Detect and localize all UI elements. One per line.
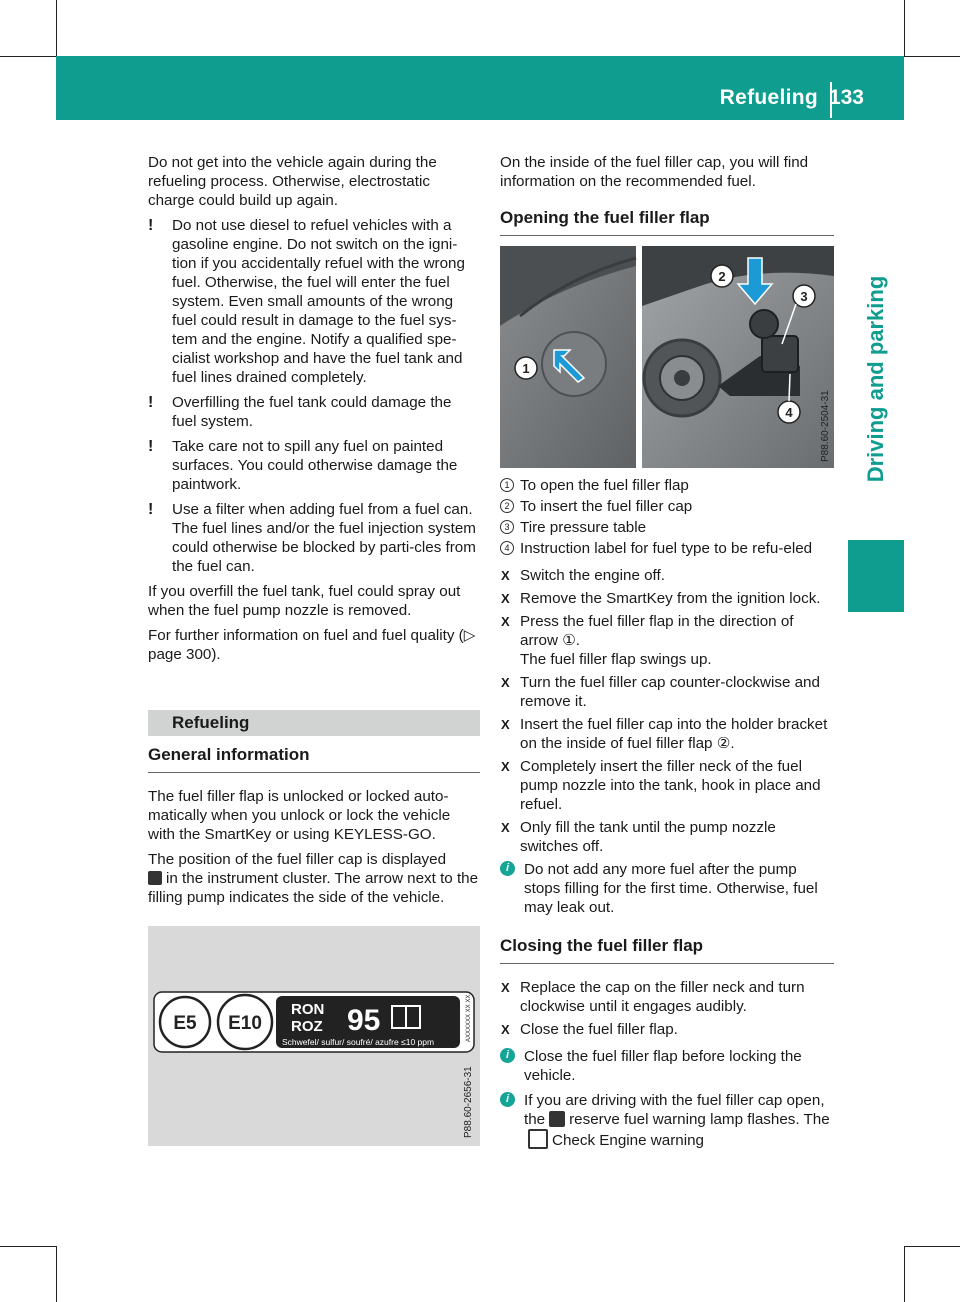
check-engine-icon (528, 1129, 548, 1149)
step-arrow-icon: X (501, 614, 510, 629)
crop-mark (904, 56, 960, 57)
legend-text: Tire pressure table (520, 519, 647, 536)
info-text: Close the fuel filler flap before locking the vehicle. (524, 1048, 802, 1084)
info-icon: i (500, 861, 515, 876)
warning-icon: ! (148, 438, 154, 455)
crop-mark (56, 0, 57, 56)
info-text: If you are driving with the fuel filler cap open, the (524, 1092, 825, 1128)
step-text: Press the fuel filler flap in the direction of arrow ①. The fuel filler flap swings up. (520, 613, 794, 668)
page-header (56, 56, 904, 120)
legend-item (500, 476, 834, 495)
warning-item (148, 500, 480, 576)
step-text: Replace the cap on the filler neck and turn clockwise until it engages audibly. (520, 979, 805, 1015)
general-info-heading: General information (148, 744, 480, 773)
label-sulfur: Schwefel/ sulfur/ soufré/ azufre ≤10 ppm (282, 1037, 435, 1047)
step-item (500, 818, 834, 856)
section-title: Refueling (148, 710, 480, 736)
step-text: Insert the fuel filler cap into the holder bracket on the inside of fuel filler flap ②. (520, 716, 828, 752)
step-text: Turn the fuel filler cap counter-clockwise and remove it. (520, 674, 820, 710)
info-text: reserve fuel warning lamp flashes. The (569, 1111, 830, 1128)
fuel-label-figure (148, 926, 480, 1146)
fuel-label-illustration (148, 926, 480, 1146)
side-tab-label: Driving and parking (863, 275, 888, 483)
intro-paragraph: Do not get into the vehicle again during the refueling process. Otherwise, electrostatic charge could build up again. (148, 154, 437, 209)
legend-item (500, 518, 834, 537)
intro-paragraph: On the inside of the fuel filler cap, you will find information on the recommended fuel. (500, 154, 809, 190)
step-arrow-icon: X (501, 591, 510, 606)
step-item (500, 566, 834, 585)
further-info-link[interactable]: For further information on fuel and fuel quality (▷ page 300). (148, 627, 476, 663)
figure-id: P88.60-2504-31 (820, 390, 831, 462)
right-column-continued (500, 476, 834, 1156)
legend-item (500, 497, 834, 516)
crop-mark (904, 1246, 960, 1247)
warning-item (148, 437, 480, 494)
warning-text: Overfilling the fuel tank could damage the fuel system. (172, 394, 452, 430)
legend-number-1: 1 (500, 478, 514, 492)
step-item (500, 612, 834, 669)
warning-text: Use a filter when adding fuel from a fuel can. The fuel lines and/or the fuel injection system could otherwise be blocked by parti-cles from the fuel can. (172, 501, 476, 575)
legend-text: Instruction label for fuel type to be refu-eled (520, 540, 813, 557)
warning-icon: ! (148, 394, 154, 411)
fuel-flap-figure (500, 246, 834, 468)
info-note (500, 860, 834, 917)
general-paragraph-2 (148, 850, 480, 907)
info-note (500, 1091, 834, 1150)
step-text: Only fill the tank until the pump nozzle switches off. (520, 819, 776, 855)
warning-text: Take care not to spill any fuel on painted surfaces. You could otherwise damage the paintwork. (172, 438, 458, 493)
general-paragraph-2a: The position of the fuel filler cap is displayed (148, 851, 447, 868)
overfill-paragraph: If you overfill the fuel tank, fuel could spray out when the fuel pump nozzle is removed. (148, 583, 461, 619)
step-item (500, 757, 834, 814)
warning-text: Do not use diesel to refuel vehicles with a gasoline engine. Do not switch on the igni-tion if you accidentally refuel with the wrong fuel. Otherwise, the fuel will enter the fuel system. Even small amounts of the wrong fuel could result in damage to the fuel sys-tem and the engine. Notify a qualified spe-cialist workshop and have the fuel tank and fuel lines drained completely. (172, 217, 465, 386)
page-number: 133 (828, 86, 864, 109)
warning-icon: ! (148, 501, 154, 518)
legend-number-3: 3 (500, 520, 514, 534)
closing-heading: Closing the fuel filler flap (500, 935, 834, 964)
info-text: Do not add any more fuel after the pump stops filling for the first time. Otherwise, fuel may leak out. (524, 861, 818, 916)
step-item (500, 715, 834, 753)
warning-icon: ! (148, 217, 154, 234)
step-text: Remove the SmartKey from the ignition lock. (520, 590, 821, 607)
right-column (500, 153, 834, 250)
step-item (500, 673, 834, 711)
crop-mark (0, 1246, 56, 1247)
label-code: AXXXXXX XX XX (466, 994, 472, 1042)
legend-text: To insert the fuel filler cap (520, 498, 693, 515)
fuel-flap-photo (500, 246, 834, 468)
info-text: Check Engine warning (552, 1132, 704, 1149)
info-icon: i (500, 1092, 515, 1107)
callout-3: 3 (800, 289, 808, 304)
label-octane: 95 (347, 1004, 381, 1037)
step-item (500, 978, 834, 1016)
label-e10: E10 (228, 1013, 262, 1034)
fuel-pump-icon (148, 871, 162, 885)
figure-id: P88.60-2656-31 (463, 1066, 474, 1138)
step-arrow-icon: X (501, 1022, 510, 1037)
step-arrow-icon: X (501, 675, 510, 690)
legend-item (500, 539, 834, 558)
legend-number-2: 2 (500, 499, 514, 513)
legend-number-4: 4 (500, 541, 514, 555)
callout-4: 4 (785, 405, 793, 420)
fuel-pump-icon (549, 1111, 565, 1127)
side-tab (846, 214, 906, 544)
step-item (500, 1020, 834, 1039)
crop-mark (0, 56, 56, 57)
step-arrow-icon: X (501, 980, 510, 995)
label-roz: ROZ (291, 1018, 323, 1035)
header-title: Refueling (719, 86, 818, 109)
warning-item (148, 216, 480, 387)
step-arrow-icon: X (501, 820, 510, 835)
warning-item (148, 393, 480, 431)
general-paragraph-1: The fuel filler flap is unlocked or locked auto-matically when you unlock or lock the vehicle with the SmartKey or using KEYLESS-GO. (148, 788, 451, 843)
crop-mark (56, 1246, 57, 1302)
step-arrow-icon: X (501, 759, 510, 774)
label-e5: E5 (173, 1013, 197, 1034)
side-tab-marker (848, 540, 904, 612)
general-paragraph-2b: in the instrument cluster. The arrow next to the filling pump indicates the side of the vehicle. (148, 870, 479, 906)
callout-1: 1 (522, 361, 530, 376)
left-column (148, 153, 480, 913)
step-arrow-icon: X (501, 717, 510, 732)
info-icon: i (500, 1048, 515, 1063)
step-text: Completely insert the filler neck of the fuel pump nozzle into the tank, hook in place and refuel. (520, 758, 821, 813)
legend-text: To open the fuel filler flap (520, 477, 689, 494)
crop-mark (904, 0, 905, 56)
callout-2: 2 (718, 269, 726, 284)
opening-heading: Opening the fuel filler flap (500, 207, 834, 236)
step-text: Close the fuel filler flap. (520, 1021, 678, 1038)
step-item (500, 589, 834, 608)
info-note (500, 1047, 834, 1085)
label-ron: RON (291, 1001, 325, 1018)
crop-mark (904, 1246, 905, 1302)
step-arrow-icon: X (501, 568, 510, 583)
step-text: Switch the engine off. (520, 567, 665, 584)
